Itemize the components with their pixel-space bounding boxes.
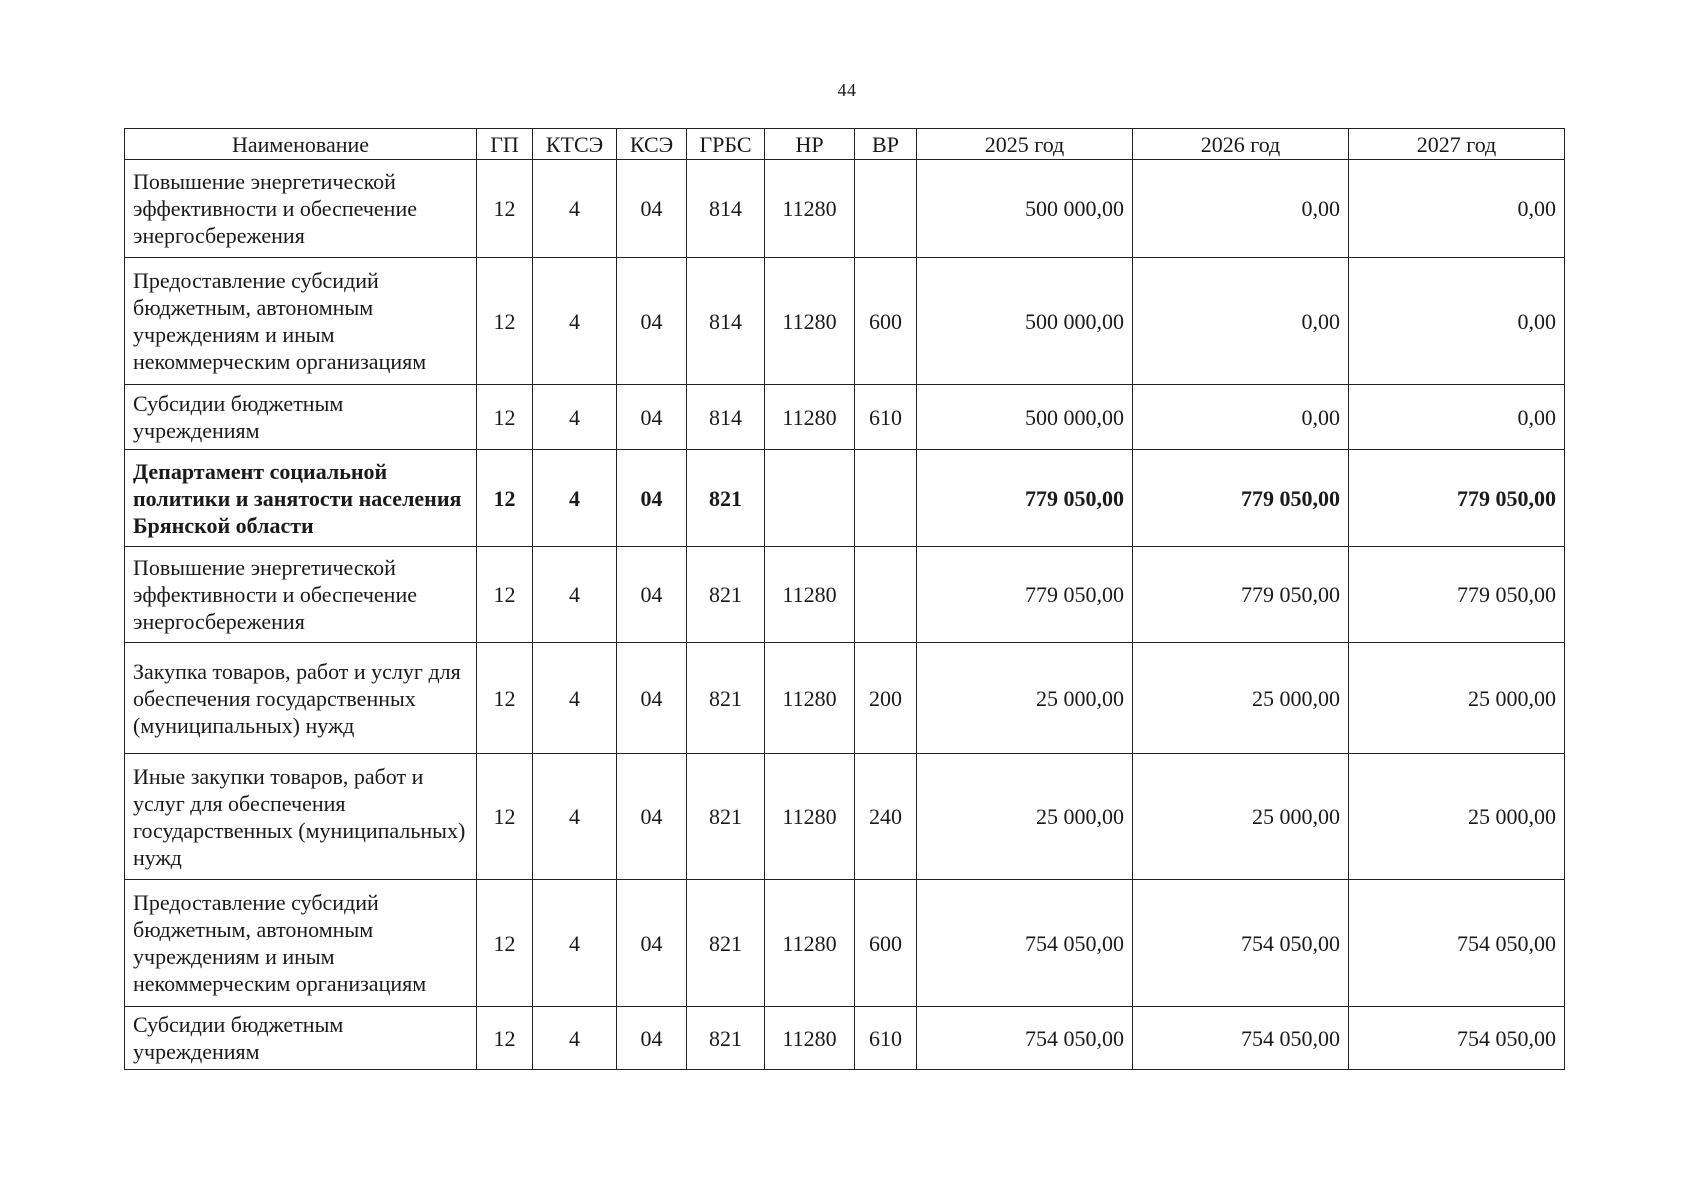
cell-2026: 25 000,00 [1133,643,1349,754]
cell-2025: 500 000,00 [917,385,1133,450]
cell-gp: 12 [477,1007,533,1070]
cell-ktse: 4 [533,160,617,258]
cell-2025: 500 000,00 [917,160,1133,258]
cell-grbs: 821 [687,450,765,547]
row-name: Повышение энергетической эффективности и обеспечение энергосбережения [125,160,477,258]
row-name: Департамент социальной политики и занятости населения Брянской области [125,450,477,547]
page-number: 44 [837,80,857,100]
table-row [125,160,1565,258]
cell-ktse: 4 [533,643,617,754]
cell-kse: 04 [617,450,687,547]
cell-kse: 04 [617,258,687,385]
cell-2027: 0,00 [1349,160,1565,258]
table-row [125,754,1565,880]
cell-2026: 754 050,00 [1133,880,1349,1007]
cell-nr: 11280 [765,160,855,258]
cell-gp: 12 [477,880,533,1007]
header-nr: НР [765,129,855,160]
cell-2025: 754 050,00 [917,1007,1133,1070]
row-name: Закупка товаров, работ и услуг для обеспечения государственных (муниципальных) нужд [125,643,477,754]
cell-2025: 500 000,00 [917,258,1133,385]
row-name: Повышение энергетической эффективности и обеспечение энергосбережения [125,547,477,643]
cell-2027: 0,00 [1349,258,1565,385]
cell-nr: 11280 [765,547,855,643]
cell-vr: 200 [855,643,917,754]
header-vr: ВР [855,129,917,160]
cell-grbs: 821 [687,1007,765,1070]
cell-gp: 12 [477,385,533,450]
cell-ktse: 4 [533,258,617,385]
cell-gp: 12 [477,754,533,880]
cell-grbs: 821 [687,643,765,754]
header-2025: 2025 год [917,129,1133,160]
cell-2025: 25 000,00 [917,754,1133,880]
cell-kse: 04 [617,1007,687,1070]
cell-2026: 0,00 [1133,258,1349,385]
table-row [125,880,1565,1007]
cell-2026: 0,00 [1133,160,1349,258]
cell-nr [765,450,855,547]
cell-2027: 754 050,00 [1349,1007,1565,1070]
header-2027: 2027 год [1349,129,1565,160]
cell-gp: 12 [477,547,533,643]
cell-grbs: 821 [687,547,765,643]
table-row [125,643,1565,754]
cell-nr: 11280 [765,1007,855,1070]
table-row [125,258,1565,385]
cell-2025: 779 050,00 [917,450,1133,547]
cell-nr: 11280 [765,880,855,1007]
cell-ktse: 4 [533,880,617,1007]
cell-kse: 04 [617,880,687,1007]
cell-2026: 25 000,00 [1133,754,1349,880]
header-kse: КСЭ [617,129,687,160]
row-name: Предоставление субсидий бюджетным, автономным учреждениям и иным некоммерческим организациям [125,258,477,385]
cell-ktse: 4 [533,385,617,450]
cell-2025: 779 050,00 [917,547,1133,643]
header-ktse: КТСЭ [533,129,617,160]
cell-kse: 04 [617,643,687,754]
header-name: Наименование [125,129,477,160]
cell-grbs: 814 [687,258,765,385]
table-row [125,1007,1565,1070]
cell-2025: 754 050,00 [917,880,1133,1007]
cell-nr: 11280 [765,754,855,880]
cell-2027: 25 000,00 [1349,643,1565,754]
cell-grbs: 821 [687,754,765,880]
cell-nr: 11280 [765,385,855,450]
cell-kse: 04 [617,160,687,258]
cell-2025: 25 000,00 [917,643,1133,754]
cell-grbs: 814 [687,385,765,450]
header-grbs: ГРБС [687,129,765,160]
table-row [125,450,1565,547]
cell-vr [855,160,917,258]
cell-2027: 754 050,00 [1349,880,1565,1007]
cell-gp: 12 [477,160,533,258]
cell-vr [855,450,917,547]
cell-grbs: 821 [687,880,765,1007]
cell-kse: 04 [617,547,687,643]
cell-2026: 779 050,00 [1133,547,1349,643]
cell-nr: 11280 [765,258,855,385]
header-2026: 2026 год [1133,129,1349,160]
cell-ktse: 4 [533,547,617,643]
cell-ktse: 4 [533,1007,617,1070]
cell-2026: 779 050,00 [1133,450,1349,547]
table-row [125,547,1565,643]
cell-2027: 779 050,00 [1349,450,1565,547]
cell-vr: 610 [855,385,917,450]
cell-2027: 0,00 [1349,385,1565,450]
cell-2026: 754 050,00 [1133,1007,1349,1070]
row-name: Субсидии бюджетным учреждениям [125,385,477,450]
cell-grbs: 814 [687,160,765,258]
table-row [125,385,1565,450]
cell-kse: 04 [617,385,687,450]
header-gp: ГП [477,129,533,160]
header-row [125,129,1565,160]
cell-vr [855,547,917,643]
budget-table [124,128,1565,1070]
cell-vr: 600 [855,258,917,385]
cell-gp: 12 [477,450,533,547]
cell-vr: 600 [855,880,917,1007]
row-name: Иные закупки товаров, работ и услуг для обеспечения государственных (муниципальных) нужд [125,754,477,880]
cell-2027: 779 050,00 [1349,547,1565,643]
row-name: Предоставление субсидий бюджетным, автономным учреждениям и иным некоммерческим организациям [125,880,477,1007]
cell-ktse: 4 [533,450,617,547]
cell-nr: 11280 [765,643,855,754]
cell-2026: 0,00 [1133,385,1349,450]
row-name: Субсидии бюджетным учреждениям [125,1007,477,1070]
cell-ktse: 4 [533,754,617,880]
cell-vr: 240 [855,754,917,880]
cell-kse: 04 [617,754,687,880]
cell-2027: 25 000,00 [1349,754,1565,880]
cell-gp: 12 [477,258,533,385]
cell-vr: 610 [855,1007,917,1070]
cell-gp: 12 [477,643,533,754]
